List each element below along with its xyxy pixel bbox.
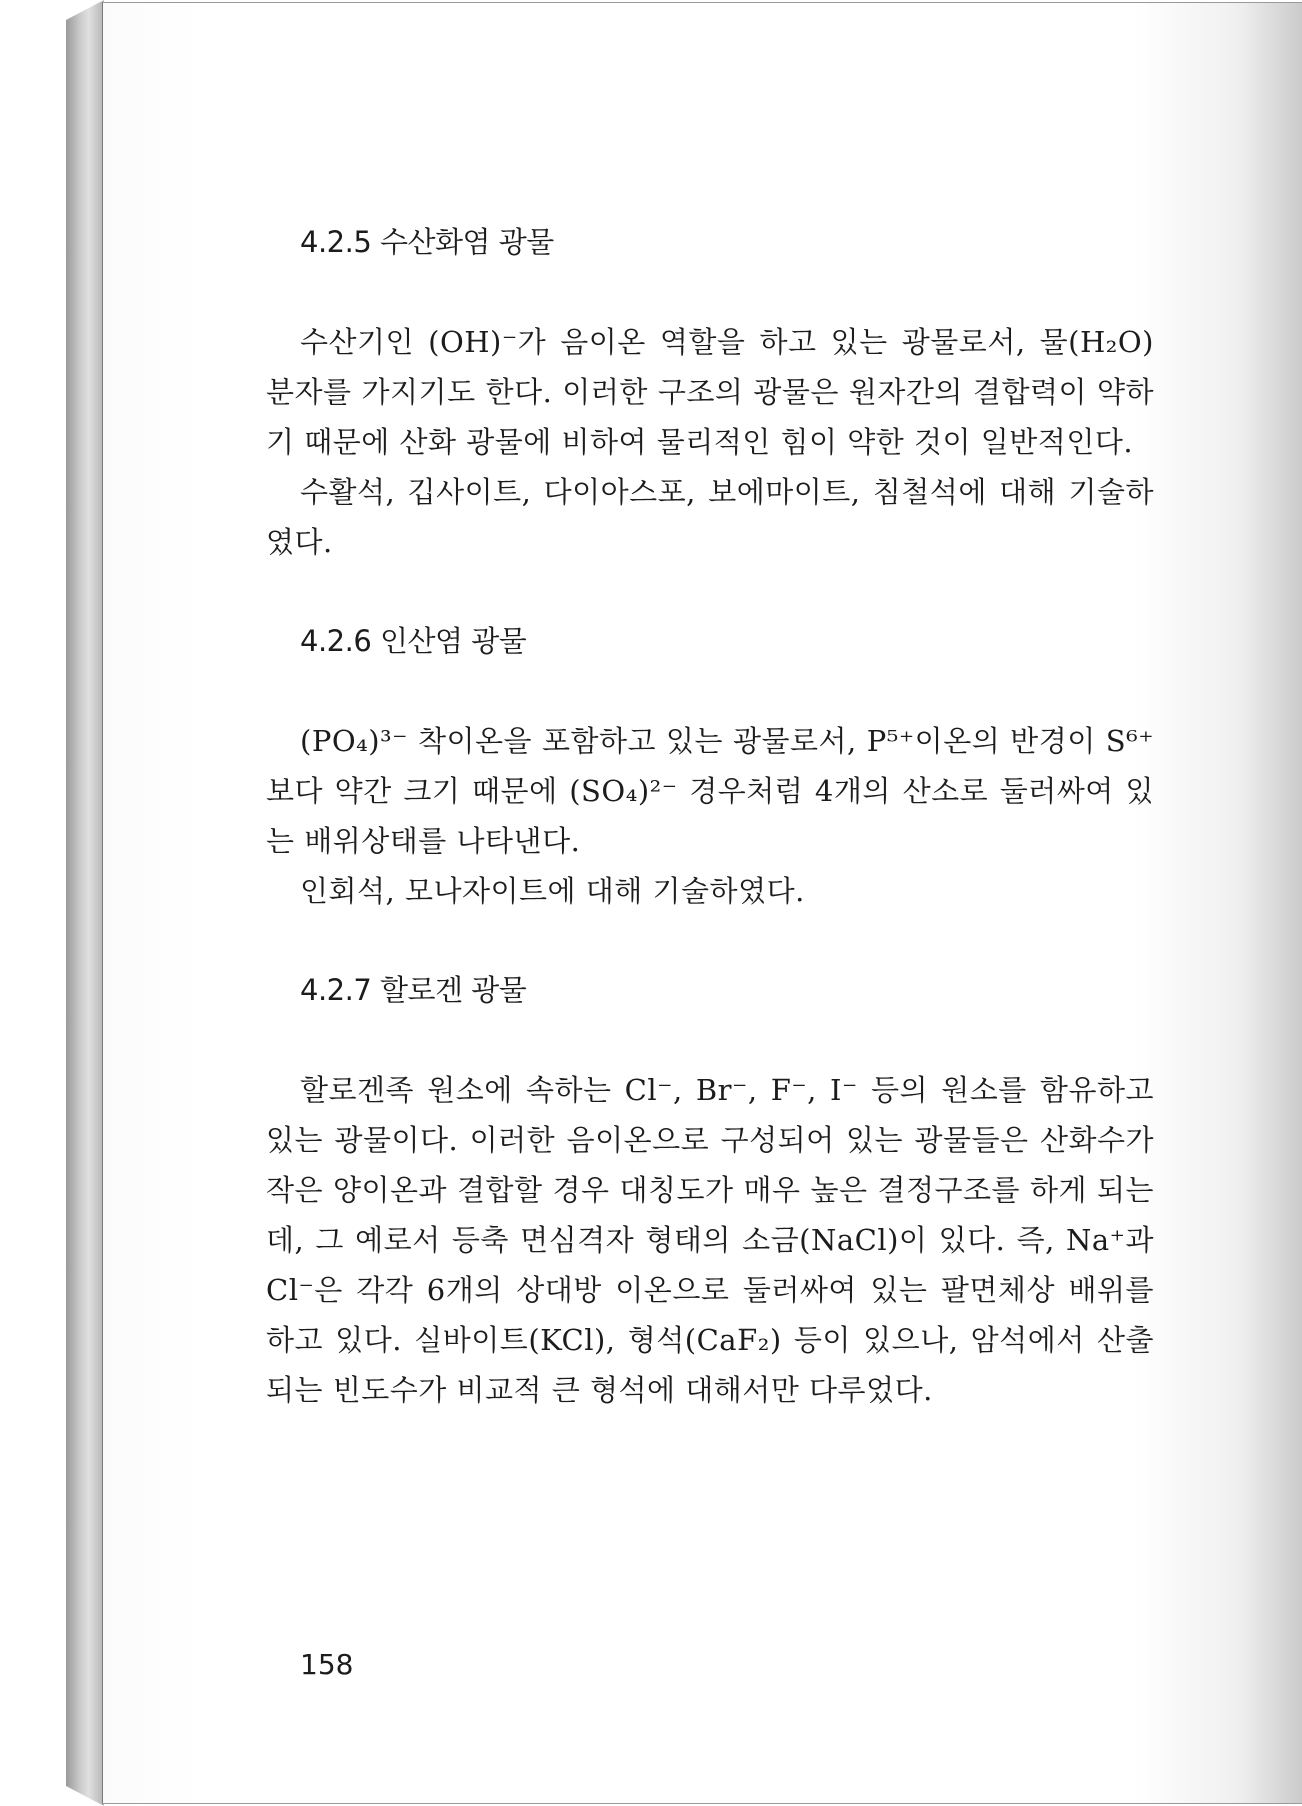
paragraph: (PO₄)³⁻ 착이온을 포함하고 있는 광물로서, P⁵⁺이온의 반경이 S⁶⁺보다 약간 크기 때문에 (SO₄)²⁻ 경우처럼 4개의 산소로 둘러싸여 있는 배위상태를 나타낸다. bbox=[266, 724, 1154, 858]
book-spine bbox=[66, 0, 104, 1806]
page-number: 158 bbox=[300, 1648, 354, 1681]
paragraph: 인회석, 모나자이트에 대해 기술하였다. bbox=[300, 874, 805, 908]
section-heading-4-2-5: 4.2.5 수산화염 광물 bbox=[300, 225, 554, 259]
page-content bbox=[266, 220, 1154, 1415]
section-heading-4-2-7: 4.2.7 할로겐 광물 bbox=[300, 973, 527, 1007]
paragraph: 수산기인 (OH)⁻가 음이온 역할을 하고 있는 광물로서, 물(H₂O) 분자를 가지기도 한다. 이러한 구조의 광물은 원자간의 결합력이 약하기 때문에 산화 광물에 비하여 물리적인 힘이 약한 것이 일반적인다. bbox=[266, 325, 1154, 459]
section-heading-4-2-6: 4.2.6 인산염 광물 bbox=[300, 624, 527, 658]
paragraph: 수활석, 깁사이트, 다이아스포, 보에마이트, 침철석에 대해 기술하였다. bbox=[266, 475, 1154, 559]
paragraph: 할로겐족 원소에 속하는 Cl⁻, Br⁻, F⁻, I⁻ 등의 원소를 함유하고 있는 광물이다. 이러한 음이온으로 구성되어 있는 광물들은 산화수가 작은 양이온과 결합할 경우 대칭도가 매우 높은 결정구조를 하게 되는데, 그 예로서 등축 면심격자 형태의 소금(NaCl)이 있다. 즉, Na⁺과 Cl⁻은 각각 6개의 상대방 이온으로 둘러싸여 있는 팔면체상 배위를 하고 있다. 실바이트(KCl), 형석(CaF₂) 등이 있으나, 암석에서 산출되는 빈도수가 비교적 큰 형석에 대해서만 다루었다. bbox=[266, 1073, 1154, 1407]
page-edge-shadow bbox=[1242, 3, 1302, 1803]
